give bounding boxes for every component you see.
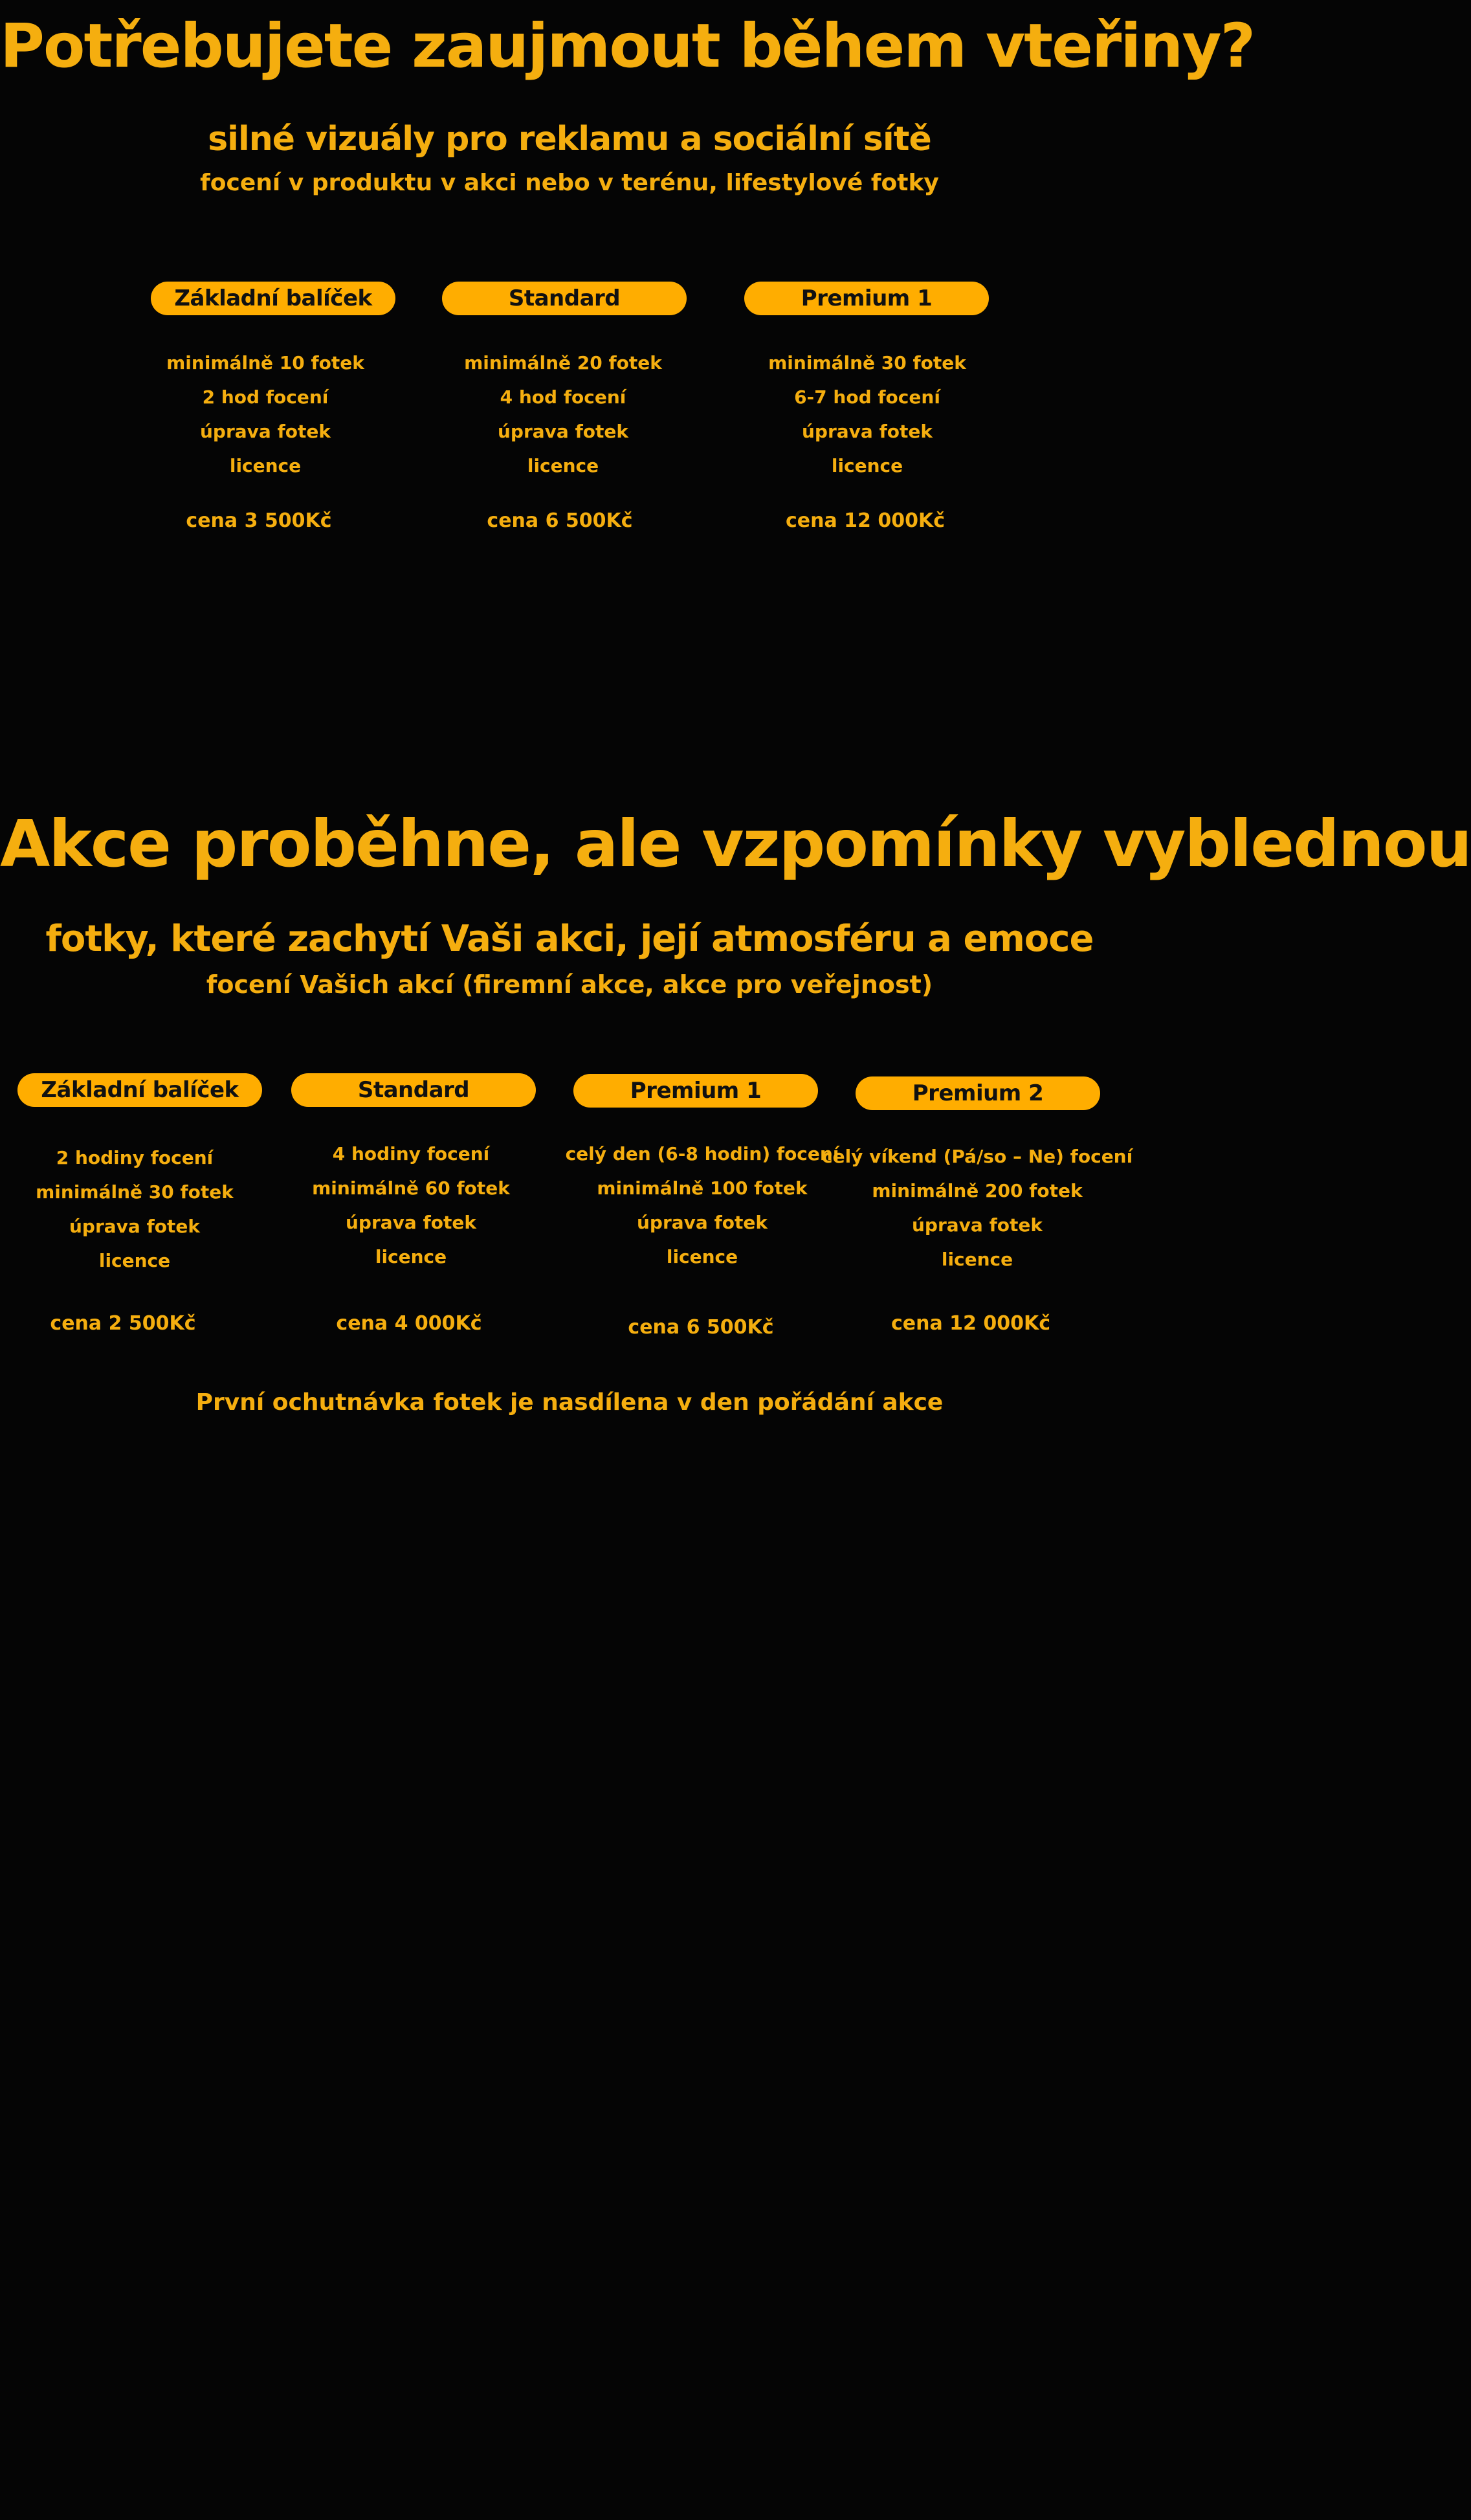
feature-item: minimálně 20 fotek <box>464 352 662 374</box>
feature-item: 2 hod focení <box>202 386 329 408</box>
package-price: cena 3 500Kč <box>186 509 332 532</box>
package-features <box>822 1139 1133 1277</box>
package-price: cena 2 500Kč <box>50 1312 196 1335</box>
feature-item: licence <box>527 455 599 476</box>
section-2-subtitle: fotky, které zachytí Vaši akci, její atmosféru a emoce <box>45 918 1094 960</box>
section-1-tagline: focení v produktu v akci nebo v terénu, lifestylové fotky <box>200 170 939 196</box>
package-features <box>5 1141 264 1278</box>
package-name-pill: Premium 1 <box>744 282 989 315</box>
section-2-title: Akce proběhne, ale vzpomínky vyblednou <box>0 806 1471 882</box>
feature-item: úprava fotek <box>637 1212 768 1233</box>
package-price: cena 12 000Kč <box>785 509 946 532</box>
package-features <box>282 1137 540 1274</box>
feature-item: licence <box>831 455 903 476</box>
package-features <box>553 1137 851 1274</box>
feature-item: minimálně 100 fotek <box>597 1177 808 1199</box>
package-name-pill: Standard <box>291 1073 536 1107</box>
feature-item: úprava fotek <box>498 421 628 442</box>
feature-item: minimálně 10 fotek <box>166 352 364 374</box>
package-name-pill: Základní balíček <box>151 282 395 315</box>
feature-item: minimálně 200 fotek <box>872 1180 1083 1201</box>
feature-item: úprava fotek <box>200 421 331 442</box>
feature-item: úprava fotek <box>912 1214 1043 1236</box>
feature-item: licence <box>666 1246 738 1267</box>
feature-item: licence <box>98 1250 171 1271</box>
package-price: cena 6 500Kč <box>628 1316 774 1339</box>
feature-item: úprava fotek <box>346 1212 476 1233</box>
feature-item: 6-7 hod focení <box>794 386 940 408</box>
feature-item: licence <box>375 1246 447 1267</box>
package-name-pill: Premium 1 <box>573 1074 818 1108</box>
package-name-pill: Standard <box>442 282 687 315</box>
feature-item: minimálně 30 fotek <box>768 352 966 374</box>
feature-item: licence <box>941 1249 1013 1270</box>
feature-item: celý den (6-8 hodin) focení <box>565 1143 839 1165</box>
feature-item: 4 hod focení <box>500 386 626 408</box>
package-price: cena 4 000Kč <box>336 1312 482 1335</box>
package-price: cena 12 000Kč <box>890 1312 1051 1335</box>
feature-item: úprava fotek <box>802 421 933 442</box>
feature-item: minimálně 30 fotek <box>36 1181 234 1203</box>
feature-item: 2 hodiny focení <box>56 1147 214 1168</box>
feature-item: 4 hodiny focení <box>332 1143 490 1165</box>
package-price: cena 6 500Kč <box>487 509 633 532</box>
package-features <box>738 346 997 483</box>
feature-item: úprava fotek <box>69 1216 200 1237</box>
package-name-pill: Premium 2 <box>856 1076 1100 1110</box>
section-1-title: Potřebujete zaujmout během vteřiny? <box>0 11 1255 82</box>
feature-item: minimálně 60 fotek <box>312 1177 510 1199</box>
section-2-tagline: focení Vašich akcí (firemní akce, akce pro veřejnost) <box>206 970 933 999</box>
feature-item: celý víkend (Pá/so – Ne) focení <box>822 1146 1133 1167</box>
section-1-subtitle: silné vizuály pro reklamu a sociální sítě <box>208 120 931 159</box>
package-name-pill: Základní balíček <box>17 1073 262 1107</box>
section-2-footnote: První ochutnávka fotek je nasdílena v den pořádání akce <box>195 1389 944 1416</box>
package-features <box>136 346 395 483</box>
feature-item: licence <box>229 455 302 476</box>
package-features <box>434 346 692 483</box>
